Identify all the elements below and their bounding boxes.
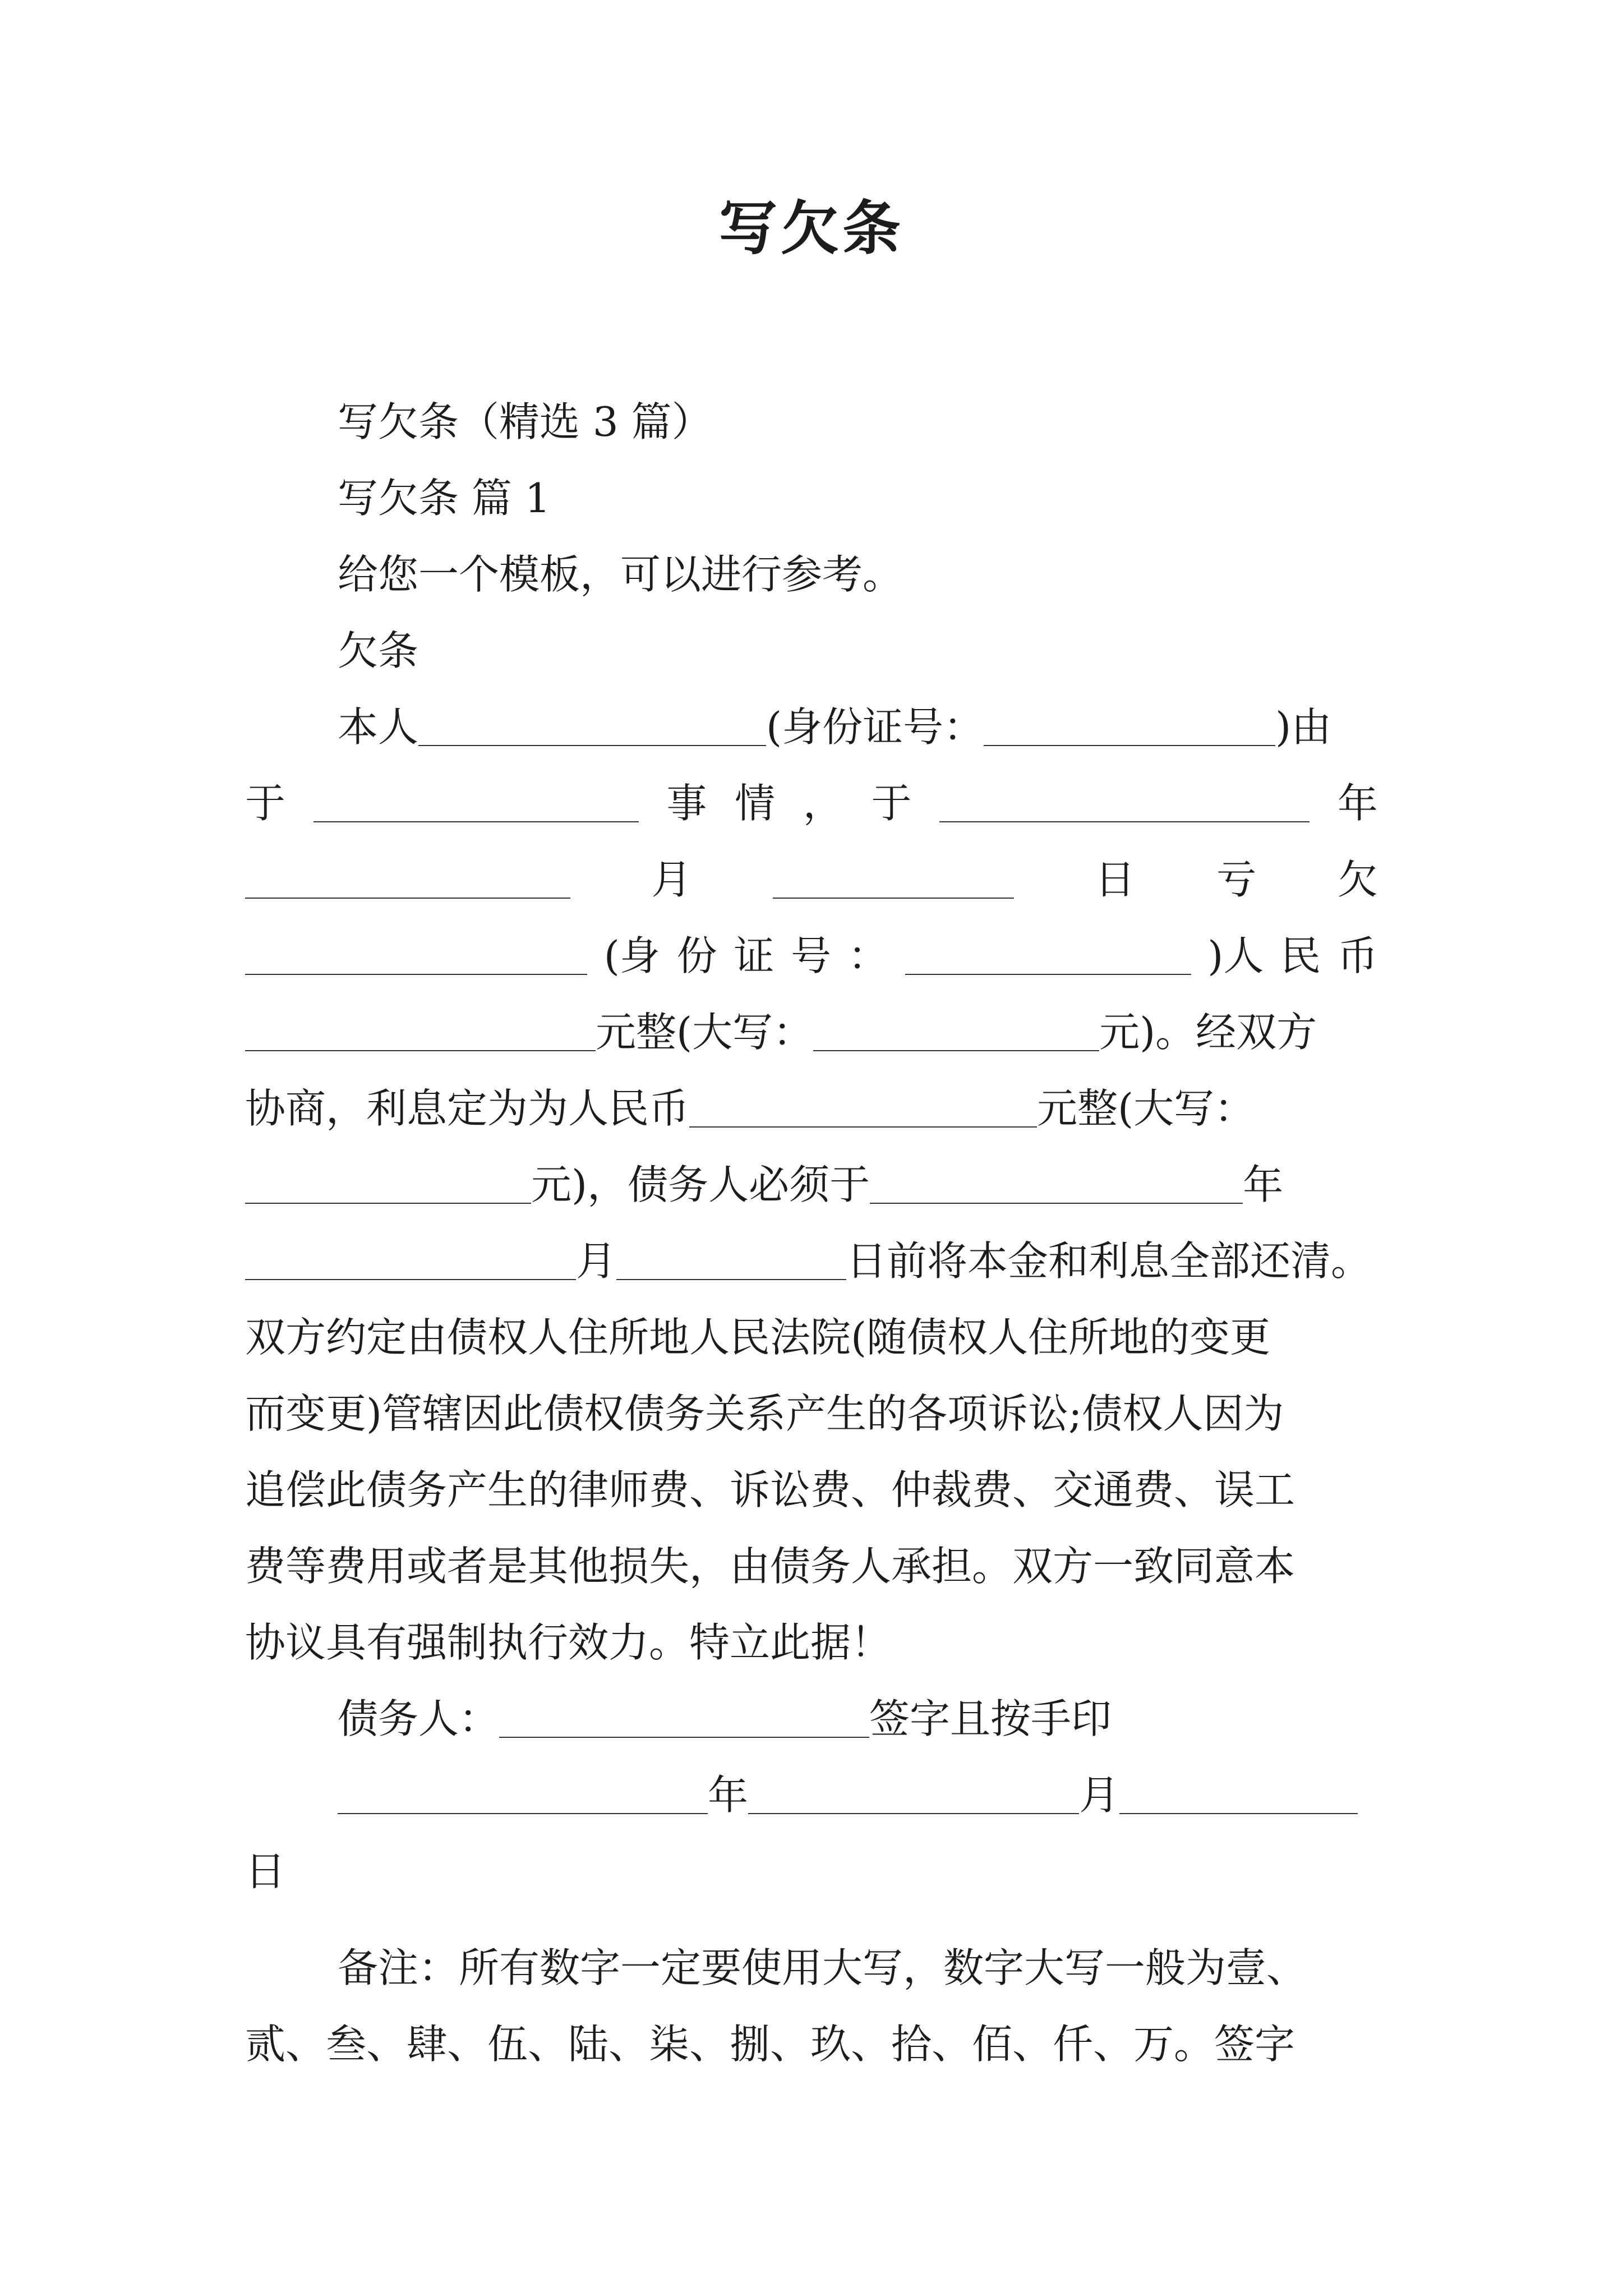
subheading-text: 欠条 [338,627,419,674]
fill-blank-amount-uppercase[interactable] [813,1050,1099,1051]
paragraph-line-7 [245,1133,1378,1209]
date-line-day [245,1820,1378,1896]
note-line-2 [245,1993,1378,2069]
text: ： [847,932,888,979]
text: (身份证号： [766,703,984,751]
text: 元)。经双方 [1099,1009,1317,1056]
text: 月 [651,856,692,903]
fill-blank-debtor-signature[interactable] [499,1737,869,1738]
text: )人 [1207,932,1264,979]
text: 于 [245,780,286,827]
paragraph-line-9 [245,1286,1378,1362]
paragraph-line-10 [245,1362,1378,1438]
text: (身 [603,932,660,979]
paragraph-line-3 [245,828,1378,904]
fill-blank-creditor-id[interactable] [905,974,1191,975]
text: 币 [1337,932,1378,979]
subheading-line [245,599,1378,675]
fill-blank-id-number[interactable] [984,745,1275,746]
text: 日 [1095,856,1136,903]
paragraph-line-8 [245,1209,1378,1286]
fill-blank-month[interactable] [245,898,570,899]
text: 而变更)管辖因此债权债务关系产生的各项诉讼;债权人因为 [245,1390,1284,1437]
document-title: 写欠条 [718,194,904,263]
text: 亏 [1216,856,1257,903]
text: 追偿此债务产生的律师费、诉讼费、仲裁费、交通费、误工 [245,1466,1295,1513]
heading-part-1 [245,447,1378,523]
text: 年 [708,1772,749,1819]
paragraph-line-2 [245,752,1378,828]
fill-blank-name[interactable] [418,745,766,746]
text: 备注：所有数字一定要使用大写，数字大写一般为壹、 [338,1944,1307,1991]
fill-blank-reason[interactable] [313,821,639,822]
fill-blank-repay-day[interactable] [616,1279,846,1280]
debtor-signature-line [245,1667,1378,1743]
intro-text: 给您一个模板，可以进行参考。 [338,551,903,598]
fill-blank-amount[interactable] [245,1050,596,1051]
text: 日前将本金和利息全部还清。 [846,1237,1372,1285]
fill-blank-repay-year[interactable] [870,1203,1243,1204]
fill-blank-sign-month[interactable] [748,1813,1079,1814]
paragraph-line-4 [245,904,1378,981]
text: 于 [871,780,912,827]
text: 号 [791,932,832,979]
fill-blank-year[interactable] [939,821,1310,822]
fill-blank-day[interactable] [773,898,1014,899]
date-line [245,1743,1378,1820]
paragraph-line-12 [245,1515,1378,1591]
text: 事 [666,780,707,827]
text: 证 [734,932,774,979]
heading-selected [245,370,1378,447]
intro-line [245,523,1378,599]
heading-part-1-text: 写欠条 篇 1 [338,475,551,522]
text: 份 [676,932,717,979]
text: 年 [1243,1161,1284,1208]
text: 费等费用或者是其他损失，由债务人承担。双方一致同意本 [245,1543,1295,1590]
paragraph-line-11 [245,1438,1378,1515]
text: 月 [576,1237,617,1285]
text: )由 [1275,703,1332,751]
note-line-1 [245,1916,1378,1993]
fill-blank-sign-day[interactable] [1119,1813,1358,1814]
text: 月 [1079,1772,1120,1819]
signature-note: 签字且按手印 [869,1695,1112,1742]
text: 元整(大写： [1037,1085,1255,1132]
text: 双方约定由债权人住所地人民法院(随债权人住所地的变更 [245,1314,1271,1361]
fill-blank-interest-uppercase[interactable] [245,1203,531,1204]
text: 元)，债务人必须于 [531,1161,870,1208]
paragraph-line-13 [245,1591,1378,1667]
fill-blank-interest[interactable] [689,1126,1037,1128]
heading-selected-text: 写欠条（精选 3 篇） [338,398,712,445]
fill-blank-creditor[interactable] [245,974,587,975]
paragraph-line-6 [245,1057,1378,1133]
fill-blank-sign-year[interactable] [338,1813,708,1814]
text: 情 [735,780,776,827]
text: 协议具有强制执行效力。特立此据！ [245,1619,892,1666]
text: 本人 [338,703,419,751]
text: 民 [1280,932,1321,979]
paragraph-line-5 [245,981,1378,1057]
debtor-label: 债务人： [338,1695,500,1742]
text: 欠 [1337,856,1378,903]
text: ， [803,780,843,827]
fill-blank-repay-month[interactable] [245,1279,576,1280]
text: 协商，利息定为为人民币 [245,1085,690,1132]
text: 贰、叁、肆、伍、陆、柒、捌、玖、拾、佰、仟、万。签字 [245,2021,1295,2068]
text: 元整(大写： [596,1009,814,1056]
text: 年 [1337,780,1378,827]
text: 日 [245,1848,286,1895]
paragraph-line-1 [245,675,1378,752]
